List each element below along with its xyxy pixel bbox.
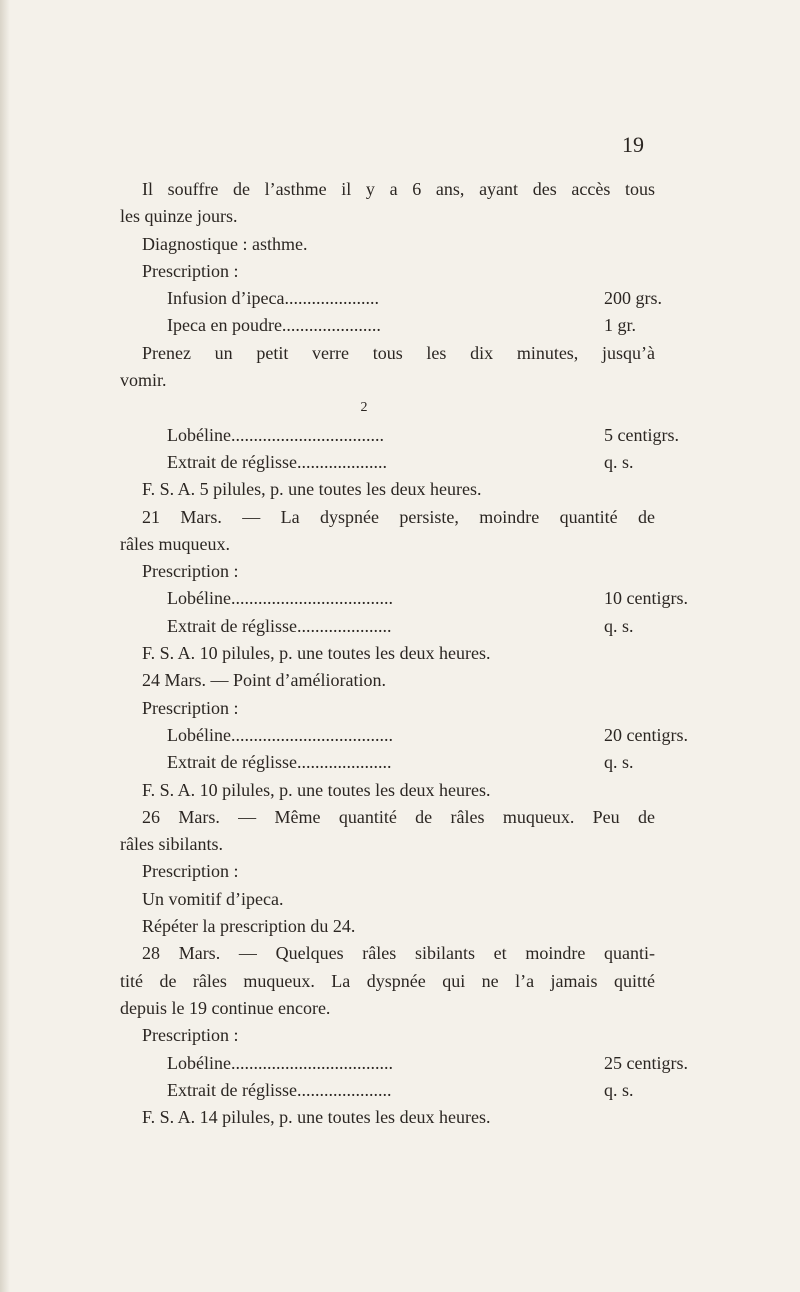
section-number: 2 — [360, 400, 368, 416]
text-line: vomir. — [120, 370, 167, 391]
prescription-item: Infusion d’ipeca..................... — [167, 288, 379, 309]
text-line: Il souffre de l’asthme il y a 6 ans, ayant des accès tous — [142, 179, 655, 199]
prescription-item: Extrait de réglisse.................... — [167, 451, 387, 472]
prescription-line — [167, 613, 800, 640]
text-line: 21 Mars. — La dyspnée persiste, moindre quantité de — [142, 506, 655, 527]
text-line: F. S. A. 14 pilules, p. une toutes les deux heures. — [142, 1107, 491, 1128]
page-number: 19 — [622, 132, 644, 157]
text-line: Répéter la prescription du 24. — [142, 916, 356, 937]
prescription-line — [167, 722, 800, 749]
prescription-amount: 25 centigrs. — [604, 1052, 688, 1073]
text-line: tité de râles muqueux. La dyspnée qui ne l’a jamais quitté — [120, 970, 655, 991]
text-line: Prescription : — [142, 697, 239, 718]
text-line: Un vomitif d’ipeca. — [142, 888, 284, 909]
prescription-amount: q. s. — [604, 1079, 634, 1100]
prescription-item: Extrait de réglisse..................... — [167, 1079, 392, 1100]
prescription-amount: 200 grs. — [604, 288, 662, 309]
prescription-line — [167, 1077, 800, 1104]
page-text — [0, 176, 800, 1131]
text-line: 26 Mars. — Même quantité de râles muqueux. Peu de — [142, 806, 655, 827]
text-line: râles muqueux. — [120, 533, 230, 554]
text-line: depuis le 19 continue encore. — [120, 997, 331, 1018]
text-line: 24 Mars. — Point d’amélioration. — [142, 670, 386, 691]
prescription-item: Lobéline.................................... — [167, 724, 393, 745]
prescription-line — [167, 585, 800, 612]
prescription-item: Extrait de réglisse..................... — [167, 615, 392, 636]
text-line: Diagnostique : asthme. — [142, 233, 308, 254]
prescription-item: Extrait de réglisse..................... — [167, 752, 392, 773]
prescription-line — [167, 449, 800, 476]
text-line: F. S. A. 10 pilules, p. une toutes les deux heures. — [142, 779, 491, 800]
text-line: Prescription : — [142, 561, 239, 582]
prescription-amount: q. s. — [604, 451, 634, 472]
prescription-amount: q. s. — [604, 752, 634, 773]
prescription-amount: 20 centigrs. — [604, 724, 688, 745]
prescription-item: Lobéline.................................... — [167, 1052, 393, 1073]
text-line: Prenez un petit verre tous les dix minutes, jusqu’à — [142, 342, 655, 363]
prescription-amount: 5 centigrs. — [604, 424, 679, 445]
prescription-item: Ipeca en poudre...................... — [167, 315, 381, 336]
text-line: 28 Mars. — Quelques râles sibilants et moindre quanti- — [142, 943, 655, 964]
text-line: Prescription : — [142, 260, 239, 281]
text-line: F. S. A. 10 pilules, p. une toutes les deux heures. — [142, 643, 491, 664]
text-line: Prescription : — [142, 1025, 239, 1046]
text-line: râles sibilants. — [120, 834, 223, 855]
prescription-item: Lobéline.................................... — [167, 588, 393, 609]
prescription-amount: q. s. — [604, 615, 634, 636]
prescription-line — [167, 312, 800, 339]
text-line: les quinze jours. — [120, 206, 238, 227]
prescription-line — [167, 285, 800, 312]
prescription-line — [167, 422, 800, 449]
prescription-line — [167, 1050, 800, 1077]
prescription-line — [167, 749, 800, 776]
prescription-amount: 1 gr. — [604, 315, 637, 336]
prescription-amount: 10 centigrs. — [604, 588, 688, 609]
text-line: Prescription : — [142, 861, 239, 882]
prescription-item: Lobéline.................................. — [167, 424, 384, 445]
text-line: F. S. A. 5 pilules, p. une toutes les deux heures. — [142, 479, 482, 500]
